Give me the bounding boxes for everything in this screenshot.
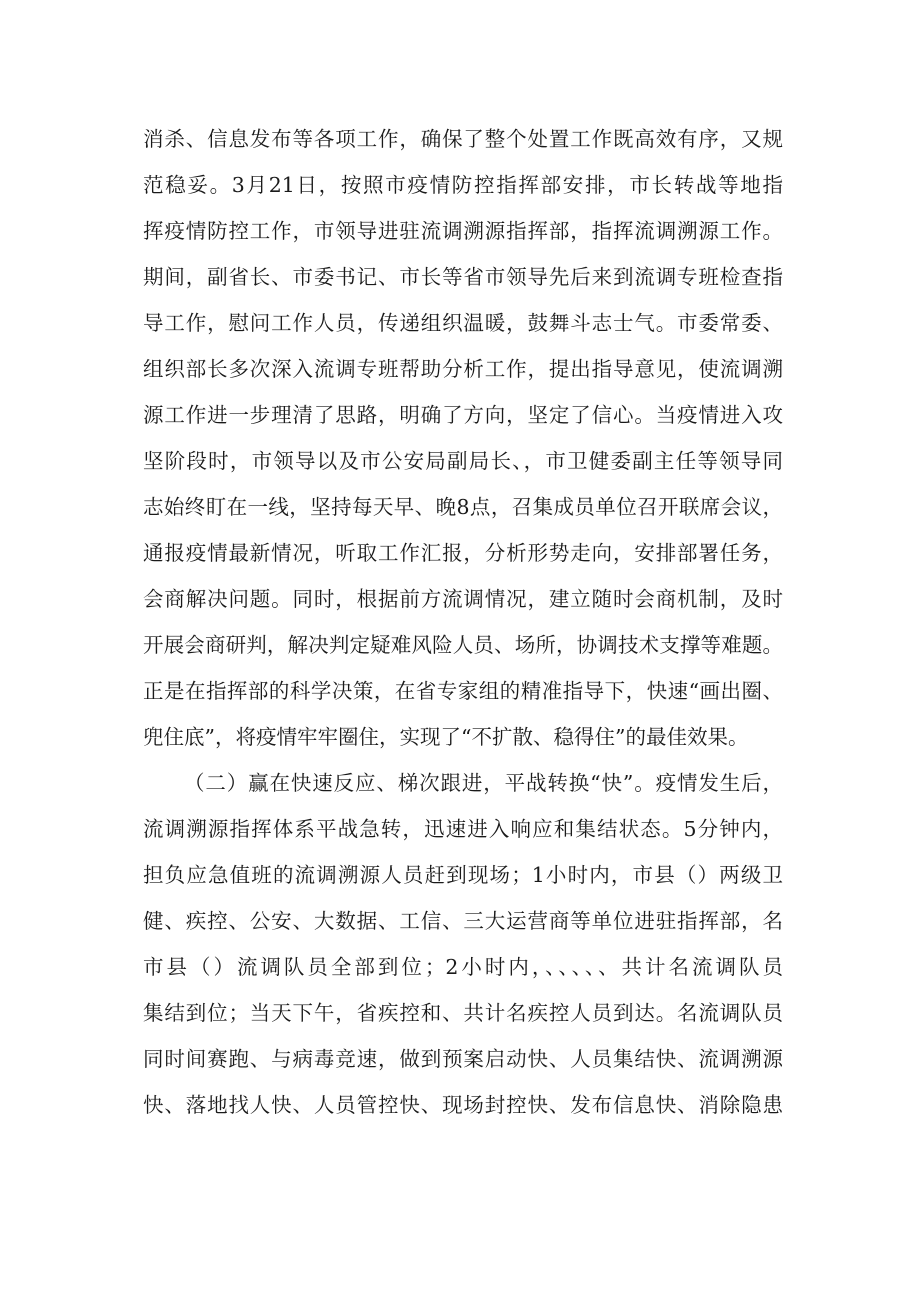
text-line: 同时间赛跑、与病毒竞速，做到预案启动快、人员集结快、流调溯源 xyxy=(143,1047,783,1071)
text-line: 组织部长多次深入流调专班帮助分析工作，提出指导意见，使流调溯 xyxy=(143,357,783,381)
text-line: 开展会商研判，解决判定疑难风险人员、场所，协调技术支撑等难题。 xyxy=(143,633,783,657)
text-line: 坚阶段时，市领导以及市公安局副局长、，市卫健委副主任等领导同 xyxy=(143,449,783,473)
text-line: 健、疾控、公安、大数据、工信、三大运营商等单位进驻指挥部，名 xyxy=(143,909,783,933)
text-line: 源工作进一步理清了思路，明确了方向，坚定了信心。当疫情进入攻 xyxy=(143,403,783,427)
text-line: 范稳妥。3月21日，按照市疫情防控指挥部安排，市长转战等地指 xyxy=(143,173,783,197)
text-line: 担负应急值班的流调溯源人员赶到现场；1小时内，市县（）两级卫 xyxy=(143,863,783,887)
text-line: 快、落地找人快、人员管控快、现场封控快、发布信息快、消除隐患 xyxy=(143,1093,783,1117)
section-heading-line: （二）赢在快速反应、梯次跟进，平战转换“快”。疫情发生后， xyxy=(184,771,783,795)
text-line: 期间，副省长、市委书记、市长等省市领导先后来到流调专班检查指 xyxy=(143,265,783,289)
text-line: 正是在指挥部的科学决策，在省专家组的精准指导下，快速“画出圈、 xyxy=(143,679,783,703)
text-line: 兜住底”，将疫情牢牢圈住，实现了“不扩散、稳得住”的最佳效果。 xyxy=(143,725,749,749)
text-line: 通报疫情最新情况，听取工作汇报，分析形势走向，安排部署任务， xyxy=(143,541,783,565)
body-text xyxy=(143,116,783,1128)
text-line: 会商解决问题。同时，根据前方流调情况，建立随时会商机制，及时 xyxy=(143,587,783,611)
text-line: 流调溯源指挥体系平战急转，迅速进入响应和集结状态。5分钟内， xyxy=(143,817,783,841)
text-line: 导工作，慰问工作人员，传递组织温暖，鼓舞斗志士气。市委常委、 xyxy=(143,311,783,335)
text-line: 挥疫情防控工作，市领导进驻流调溯源指挥部，指挥流调溯源工作。 xyxy=(143,219,783,243)
text-line: 消杀、信息发布等各项工作，确保了整个处置工作既高效有序，又规 xyxy=(143,127,783,151)
text-line: 市县（）流调队员全部到位；2小时内，、、、、、共计名流调队员 xyxy=(143,955,783,979)
text-line: 志始终盯在一线，坚持每天早、晚8点，召集成员单位召开联席会议， xyxy=(143,495,783,519)
text-line: 集结到位；当天下午，省疾控和、共计名疾控人员到达。名流调队员 xyxy=(143,1001,783,1025)
